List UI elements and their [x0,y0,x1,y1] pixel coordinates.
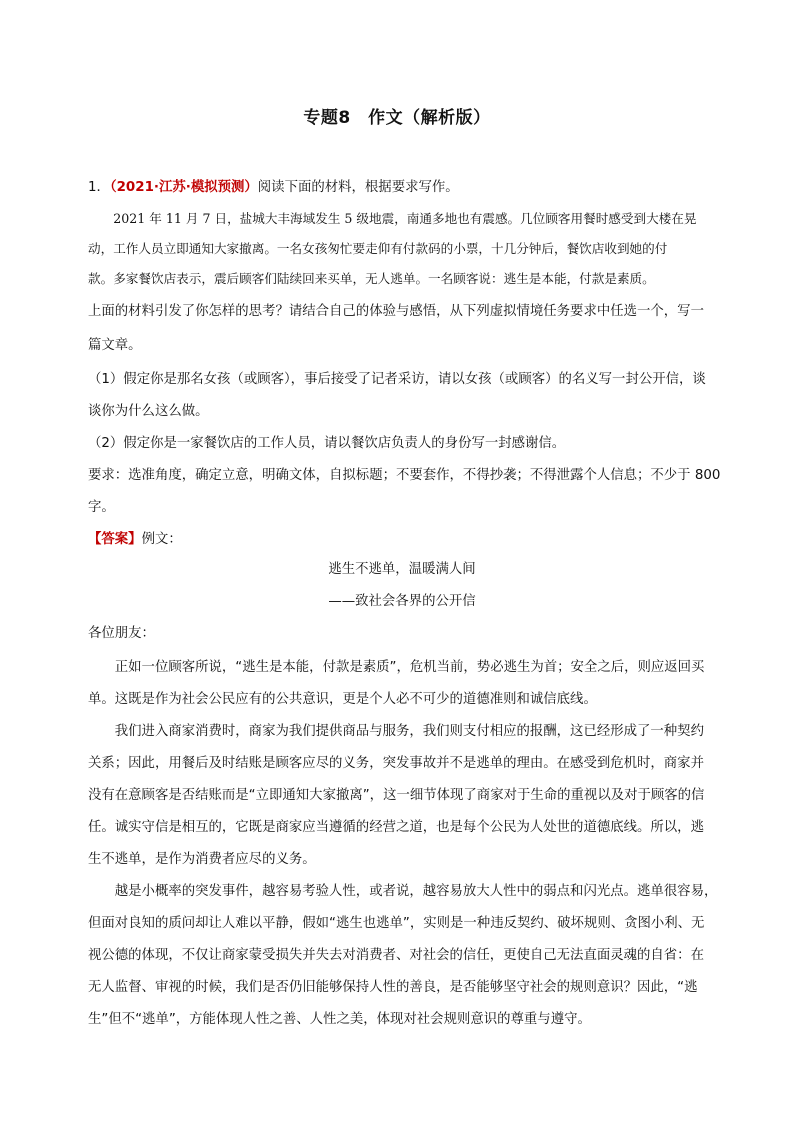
essay-line-8: 越是小概率的突发事件，越容易考验人性，或者说，越容易放大人性中的弱点和闪光点。逃单很容易， [88,884,718,899]
answer-label: 【答案】 [88,532,142,547]
essay-line-4: 关系；因此，用餐后及时结账是顾客应尽的义务，突发事故并不是逃单的理由。在感受到危机时，商家并 [88,756,704,771]
page-title: 专题8 作文（解析版） [303,108,491,128]
essay-line-6: 任。诚实守信是相互的，它既是商家应当遵循的经营之道，也是每个公民为人处世的道德底线。所以，逃 [88,820,704,835]
essay-line-9: 但面对良知的质问却让人难以平静，假如“逃生也逃单”，实则是一种违反契约、破坏规则、贪图小利、无 [88,916,705,931]
task-line-1: 上面的材料引发了你怎样的思考？请结合自己的体验与感悟，从下列虚拟情境任务要求中任选一个，写一 [88,304,704,319]
task-line-6: 要求：选准角度，确定立意，明确文体，自拟标题；不要套作，不得抄袭；不得泄露个人信息；不少于 800 [88,468,721,483]
material-line-2: 动，工作人员立即通知大家撤离。一名女孩匆忙要走仰有付款码的小票，十几分钟后，餐饮店收到她的付 [88,241,668,256]
question-header [88,176,716,195]
essay-title: 逃生不逃单，温暖满人间 [328,562,476,577]
essay-line-12: 生”但不“逃单”，方能体现人性之善、人性之美，体现对社会规则意识的尊重与遵守。 [88,1012,591,1027]
question-number: 1． [88,180,110,195]
material-line-1: 2021 年 11 月 7 日，盐城大丰海域发生 5 级地震，南通多地也有震感。几位顾客用餐时感受到大楼在晃 [88,211,697,226]
task-line-4: 谈你为什么这么做。 [88,404,209,419]
essay-subtitle: ——致社会各界的公开信 [328,594,476,609]
essay-line-5: 没有在意顾客是否结账而是“立即通知大家撤离”，这一细节体现了商家对于生命的重视以及对于顾客的信 [88,788,705,803]
essay-line-3: 我们进入商家消费时，商家为我们提供商品与服务，我们则支付相应的报酬，这已经形成了一种契约 [88,724,704,739]
essay-line-1: 正如一位顾客所说，“逃生是本能，付款是素质”，危机当前，势必逃生为首；安全之后，则应返回买 [88,660,705,675]
question-prompt: 阅读下面的材料，根据要求写作。 [257,180,459,195]
task-line-7: 字。 [88,500,115,515]
task-line-5: （2）假定你是一家餐饮店的工作人员，请以餐饮店负责人的身份写一封感谢信。 [88,436,566,451]
question-source: （2021·江苏·模拟预测） [109,180,258,195]
essay-line-10: 视公德的体现，不仅让商家蒙受损失并失去对消费者、对社会的信任，更使自己无法直面灵魂的自省：在 [88,948,704,963]
material-line-3: 款。多家餐饮店表示，震后顾客们陆续回来买单，无人逃单。一名顾客说：逃生是本能，付款是素质。 [88,271,655,286]
task-line-2: 篇文章。 [88,338,142,353]
essay-line-7: 生不逃单，是作为消费者应尽的义务。 [88,852,316,867]
answer-header [88,528,716,547]
task-line-3: （1）假定你是那名女孩（或顾客），事后接受了记者采访，请以女孩（或顾客）的名义写一封公开信，谈 [88,372,706,387]
essay-line-11: 无人监督、审视的时候，我们是否仍旧能够保持人性的善良，是否能够坚守社会的规则意识？因此，“逃 [88,980,698,995]
essay-salutation: 各位朋友： [88,626,155,641]
essay-line-2: 单。这既是作为社会公民应有的公共意识，更是个人必不可少的道德准则和诚信底线。 [88,692,597,707]
answer-intro: 例文： [141,532,182,547]
